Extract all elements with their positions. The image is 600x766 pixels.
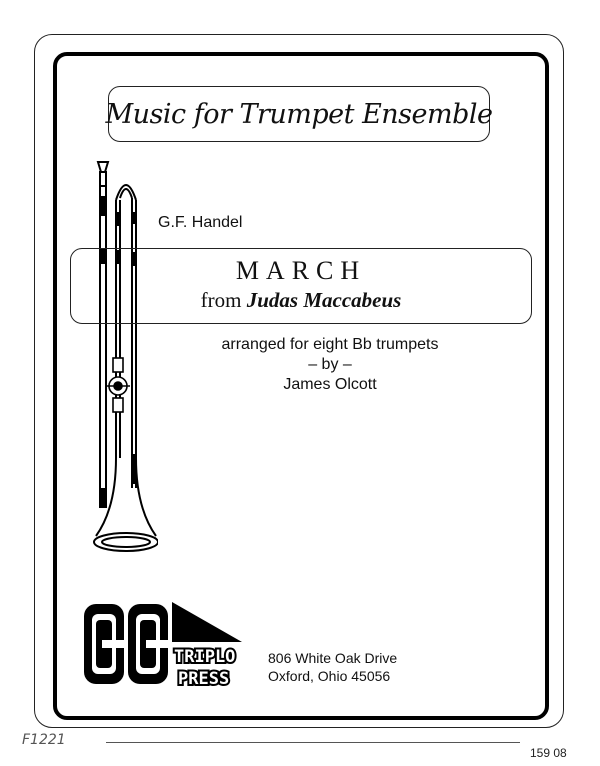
triplo-press-logo-icon [80, 600, 250, 692]
natural-trumpet-icon [86, 158, 158, 558]
series-title: Music for Trumpet Ensemble [105, 98, 493, 130]
footer-rule [106, 742, 520, 743]
arrangement-line: arranged for eight Bb trumpets [221, 336, 439, 353]
series-title-box [105, 86, 493, 142]
composer-name: G.F. Handel [158, 214, 243, 231]
svg-text:PRESS: PRESS [178, 669, 230, 689]
work-title: Judas Maccabeus [246, 288, 402, 312]
arranger-name: James Olcott [283, 376, 377, 393]
subtitle-prefix: from [200, 288, 247, 312]
catalog-number: 159 08 [530, 746, 567, 760]
publisher-address-city: Oxford, Ohio 45056 [268, 668, 391, 684]
svg-text:TRIPLO: TRIPLO [174, 647, 236, 667]
piece-title: MARCH [235, 256, 367, 285]
piece-subtitle [70, 288, 532, 313]
publisher-address-street: 806 White Oak Drive [268, 650, 398, 666]
handwritten-mark: F1221 [22, 732, 66, 748]
arrangement-by: – by – [308, 356, 352, 373]
